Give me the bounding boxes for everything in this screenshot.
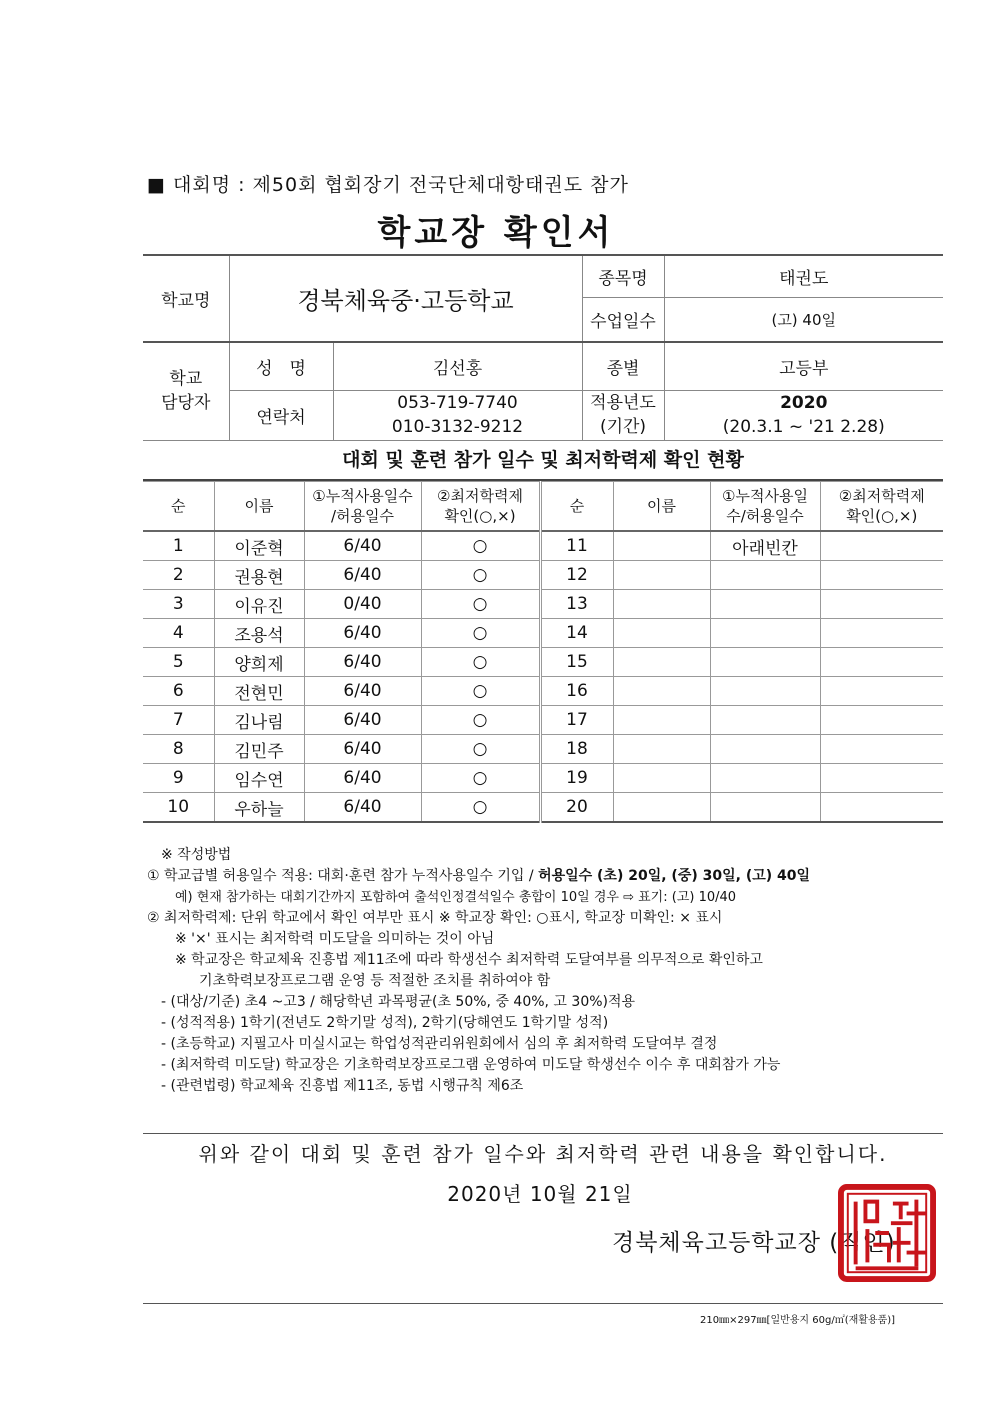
header-used-days xyxy=(304,482,421,532)
student-name: 임수연 xyxy=(214,764,304,793)
row-number-2: 18 xyxy=(540,735,613,764)
instruction-1 xyxy=(147,866,947,887)
instruction-bullet: - (성적적용) 1학기(전년도 2학기말 성적), 2학기(당해연도 1학기말 성적) xyxy=(161,1015,609,1031)
row-number: 1 xyxy=(143,531,214,561)
used-days: 0/40 xyxy=(304,590,421,619)
header-used-days-line2: /허용일수 xyxy=(330,507,394,525)
student-name-2 xyxy=(613,648,710,677)
header-used-days-2-line1: ①누적사용일 xyxy=(722,487,808,505)
division-label: 종별 xyxy=(582,342,664,390)
principal-signature: 경북체육고등학교장 (직인) xyxy=(612,1230,896,1256)
row-number-2: 11 xyxy=(540,531,613,561)
used-days-2 xyxy=(710,590,820,619)
student-name-2 xyxy=(613,764,710,793)
sport-label: 종목명 xyxy=(582,255,664,297)
instruction-2-note1: ※ '×' 표시는 최저학력 미도달을 의미하는 것이 아님 xyxy=(175,931,495,947)
instruction-bullet: - (대상/기준) 초4 ~고3 / 해당학년 과목평균(초 50%, 중 40%, 고 30%)적용 xyxy=(161,994,636,1010)
instruction-1-text: ① 학교급별 허용일수 적용: 대회·훈련 참가 누적사용일수 기입 / xyxy=(147,868,539,884)
used-days-2 xyxy=(710,706,820,735)
student-name-2 xyxy=(613,677,710,706)
instruction-bullet: - (초등학교) 지필고사 미실시교는 학업성적관리위원회에서 심의 후 최저학력 도달여부 결정 xyxy=(161,1036,718,1052)
applied-year-label xyxy=(582,390,664,440)
row-number: 8 xyxy=(143,735,214,764)
school-name-label: 학교명 xyxy=(143,255,229,342)
header-min-academic-line2: 확인(○,×) xyxy=(444,507,516,525)
used-days: 6/40 xyxy=(304,793,421,823)
class-days-value: (고) 40일 xyxy=(664,297,943,342)
table-row xyxy=(143,590,943,619)
used-days-2 xyxy=(710,677,820,706)
table-header-row xyxy=(143,482,943,532)
row-number: 7 xyxy=(143,706,214,735)
used-days-2 xyxy=(710,793,820,823)
instruction-1-bold: 허용일수 (초) 20일, (중) 30일, (고) 40일 xyxy=(538,868,811,884)
applied-year-label-line2: (기간) xyxy=(599,417,647,437)
used-days-2 xyxy=(710,561,820,590)
header-min-academic-2-line1: ②최저학력제 xyxy=(838,487,925,505)
min-academic-check-2 xyxy=(820,531,943,561)
used-days: 6/40 xyxy=(304,648,421,677)
row-number-2: 19 xyxy=(540,764,613,793)
issue-date: 2020년 10월 21일 xyxy=(447,1182,633,1206)
school-name-value: 경북체육중·고등학교 xyxy=(229,255,582,342)
header-min-academic-line1: ②최저학력제 xyxy=(437,487,523,505)
table-row xyxy=(143,648,943,677)
min-academic-check: ○ xyxy=(421,531,540,561)
used-days: 6/40 xyxy=(304,561,421,590)
min-academic-check-2 xyxy=(820,793,943,823)
table-row xyxy=(143,619,943,648)
used-days: 6/40 xyxy=(304,531,421,561)
table-row xyxy=(143,764,943,793)
row-number-2: 16 xyxy=(540,677,613,706)
student-name: 김나림 xyxy=(214,706,304,735)
event-name: ■ 대회명 : 제50회 협회장기 전국단체대항태권도 참가 xyxy=(147,174,629,196)
min-academic-check-2 xyxy=(820,764,943,793)
used-days-2 xyxy=(710,648,820,677)
student-name: 조용석 xyxy=(214,619,304,648)
participation-table xyxy=(143,481,943,823)
school-info-table xyxy=(143,254,943,441)
phone-mobile: 010-3132-9212 xyxy=(391,417,524,437)
student-name-2 xyxy=(613,531,710,561)
min-academic-check: ○ xyxy=(421,793,540,823)
min-academic-check: ○ xyxy=(421,648,540,677)
document-title: 학교장 확인서 xyxy=(377,213,615,253)
instruction-1-example: 예) 현재 참가하는 대회기간까지 포함하여 출석인정결석일수 총합이 10일 경우 ⇨ 표기: (고) 10/40 xyxy=(175,890,737,905)
row-number: 2 xyxy=(143,561,214,590)
instruction-2: ② 최저학력제: 단위 학교에서 확인 여부만 표시 ※ 학교장 확인: ○표시, 학교장 미확인: × 표시 xyxy=(147,910,723,926)
min-academic-check: ○ xyxy=(421,677,540,706)
header-no-2: 순 xyxy=(540,482,613,532)
paper-spec: 210㎜×297㎜[일반용지 60g/㎡(재활용품)] xyxy=(700,1315,896,1326)
instruction-bullet: - (관련법령) 학교체육 진흥법 제11조, 동법 시행규칙 제6조 xyxy=(161,1078,524,1094)
applied-year-label-line1: 적용년도 xyxy=(590,393,656,413)
student-name-2 xyxy=(613,793,710,823)
class-days-label: 수업일수 xyxy=(582,297,664,342)
used-days-2 xyxy=(710,764,820,793)
table-row xyxy=(143,561,943,590)
table-row xyxy=(143,677,943,706)
row-number: 9 xyxy=(143,764,214,793)
min-academic-check-2 xyxy=(820,677,943,706)
instruction-2-note3: 기초학력보장프로그램 운영 등 적절한 조치를 취하여야 함 xyxy=(199,973,551,989)
min-academic-check: ○ xyxy=(421,619,540,648)
student-name: 이유진 xyxy=(214,590,304,619)
student-name: 김민주 xyxy=(214,735,304,764)
header-used-days-line1: ①누적사용일수 xyxy=(312,487,413,505)
student-name-2 xyxy=(613,706,710,735)
table-row xyxy=(143,531,943,561)
table-row xyxy=(143,793,943,823)
applied-period: (20.3.1 ~ '21 2.28) xyxy=(722,417,885,437)
row-number-2: 20 xyxy=(540,793,613,823)
applied-year: 2020 xyxy=(780,393,828,413)
student-name-2 xyxy=(613,619,710,648)
used-days: 6/40 xyxy=(304,706,421,735)
footer-divider xyxy=(143,1303,943,1304)
row-number: 6 xyxy=(143,677,214,706)
row-number-2: 13 xyxy=(540,590,613,619)
student-name-2 xyxy=(613,561,710,590)
staff-name-value: 김선홍 xyxy=(333,342,582,390)
bullet-list xyxy=(147,992,947,1097)
contact-label: 연락처 xyxy=(229,390,333,440)
header-name: 이름 xyxy=(214,482,304,532)
min-academic-check-2 xyxy=(820,619,943,648)
header-used-days-2 xyxy=(710,482,820,532)
used-days: 6/40 xyxy=(304,619,421,648)
student-name: 권용현 xyxy=(214,561,304,590)
row-number-2: 15 xyxy=(540,648,613,677)
student-name: 우하늘 xyxy=(214,793,304,823)
header-no: 순 xyxy=(143,482,214,532)
min-academic-check-2 xyxy=(820,561,943,590)
used-days-2 xyxy=(710,735,820,764)
header-name-2: 이름 xyxy=(613,482,710,532)
student-name: 이준혁 xyxy=(214,531,304,561)
header-min-academic-2-line2: 확인(○,×) xyxy=(846,507,918,525)
row-number: 4 xyxy=(143,619,214,648)
used-days-2: 아래빈칸 xyxy=(710,531,820,561)
student-name-2 xyxy=(613,590,710,619)
min-academic-check-2 xyxy=(820,590,943,619)
min-academic-check-2 xyxy=(820,735,943,764)
instructions xyxy=(147,845,947,1097)
row-number: 10 xyxy=(143,793,214,823)
sport-value: 태권도 xyxy=(664,255,943,297)
row-number-2: 12 xyxy=(540,561,613,590)
contact-numbers xyxy=(333,390,582,440)
header-min-academic-2 xyxy=(820,482,943,532)
min-academic-check: ○ xyxy=(421,706,540,735)
staff-name-label: 성 명 xyxy=(229,342,333,390)
student-name: 양희제 xyxy=(214,648,304,677)
student-name-2 xyxy=(613,735,710,764)
row-number-2: 17 xyxy=(540,706,613,735)
min-academic-check: ○ xyxy=(421,764,540,793)
row-number: 5 xyxy=(143,648,214,677)
official-seal-icon xyxy=(838,1184,936,1282)
student-name: 전현민 xyxy=(214,677,304,706)
table-row xyxy=(143,735,943,764)
staff-label: 학교 담당자 xyxy=(143,342,229,440)
division-value: 고등부 xyxy=(664,342,943,390)
min-academic-check-2 xyxy=(820,706,943,735)
row-number: 3 xyxy=(143,590,214,619)
section-title: 대회 및 훈련 참가 일수 및 최저학력제 확인 현황 xyxy=(143,441,943,481)
header-min-academic xyxy=(421,482,540,532)
instructions-heading: ※ 작성방법 xyxy=(161,847,232,863)
header-used-days-2-line2: 수/허용일수 xyxy=(726,507,804,525)
phone-office: 053-719-7740 xyxy=(397,393,518,413)
confirmation-statement: 위와 같이 대회 및 훈련 참가 일수와 최저학력 관련 내용을 확인합니다. xyxy=(143,1133,943,1167)
row-number-2: 14 xyxy=(540,619,613,648)
min-academic-check: ○ xyxy=(421,735,540,764)
used-days-2 xyxy=(710,619,820,648)
used-days: 6/40 xyxy=(304,764,421,793)
used-days: 6/40 xyxy=(304,735,421,764)
min-academic-check-2 xyxy=(820,648,943,677)
table-row xyxy=(143,706,943,735)
min-academic-check: ○ xyxy=(421,590,540,619)
min-academic-check: ○ xyxy=(421,561,540,590)
instruction-bullet: - (최저학력 미도달) 학교장은 기초학력보장프로그램 운영하여 미도달 학생선수 이수 후 대회참가 가능 xyxy=(161,1057,781,1073)
used-days: 6/40 xyxy=(304,677,421,706)
instruction-2-note2: ※ 학교장은 학교체육 진흥법 제11조에 따라 학생선수 최저학력 도달여부를 의무적으로 확인하고 xyxy=(175,952,763,968)
applied-year-value xyxy=(664,390,943,440)
